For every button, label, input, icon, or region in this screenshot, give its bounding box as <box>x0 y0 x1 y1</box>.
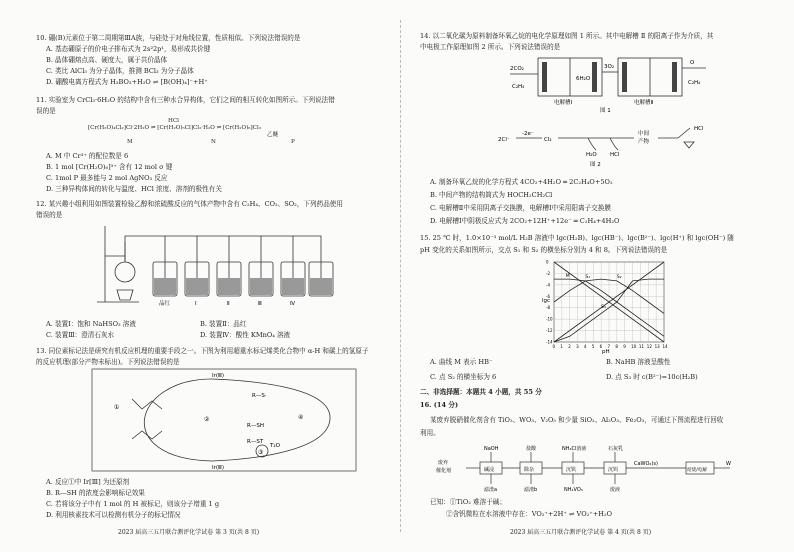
q13-option-b: B. R—SH 的浓度会影响标记效果 <box>46 489 145 497</box>
q11-stem-2: 误的是 <box>36 107 56 115</box>
q14-option-d: D. 电解槽Ⅰ中阴极反应式为 2CO₂+12H⁺+12e⁻ ═ C₂H₄+4H₂O <box>430 217 620 225</box>
q13-step-1: ① <box>114 404 120 411</box>
fig1-left-tank: 电解槽Ⅰ <box>554 100 573 106</box>
q12-option-d: D. 装置Ⅳ：酸性 KMnO₄ 溶液 <box>200 331 291 339</box>
q14-figure-1 <box>510 54 710 112</box>
q13-stem-2: 的反应机理(部分产物未标出)。下列说法错误的是 <box>36 358 180 366</box>
chart-y-tick-label: -2 <box>546 270 550 276</box>
flow-after: CaWO₄(s) <box>634 461 658 467</box>
q13-ir-top: Ir(Ⅲ) <box>212 373 224 379</box>
chart-x-tick-label: 10 <box>631 344 637 349</box>
q12-bottle-label-4: Ⅲ <box>258 301 262 307</box>
fig2-cl2: Cl₂ <box>544 137 552 143</box>
flow-reagent-4: 石灰乳 <box>608 446 624 452</box>
q16-known-2: ②含钒微粒在水溶液中存在：VO₂⁺+2H⁺ ⇌ VO₂⁺+H₂O <box>446 510 613 518</box>
chart-xlabel: pH <box>602 349 610 355</box>
chart-ylabel: lgc <box>542 298 551 304</box>
fig2-step: -2e⁻ <box>522 131 534 137</box>
q11-arrow-bottom: 乙醚 <box>267 132 279 138</box>
chart-y-tick-label: -6 <box>546 293 550 299</box>
flow-reagent-1: NaOH <box>484 446 499 452</box>
flow-box-2: 除杂 <box>524 467 535 473</box>
q15-option-c: C. 点 S₂ 的横坐标为 6 <box>430 373 497 381</box>
chart-x-tick-label: 13 <box>654 344 660 349</box>
chart-x-tick-label: 0 <box>552 344 556 349</box>
q13-step-2: ② <box>204 416 210 423</box>
q13-rs-radical: R—S· <box>252 393 267 399</box>
q16-text-2: 利用。 <box>420 429 440 437</box>
q12-option-b: B. 装置Ⅱ：品红 <box>200 320 247 328</box>
q13-option-c: C. 若将该分子中有 1 mol 的 H 被标记，则该分子增重 1 g <box>46 500 220 508</box>
fig2-caption: 图 2 <box>590 162 601 168</box>
fig2-h2o: H₂O <box>586 152 597 158</box>
q14-option-c: C. 电解槽Ⅱ中采用阴离子交换膜，电解槽Ⅰ中采用阳离子交换膜 <box>430 204 611 212</box>
q13-option-d: D. 利用核素技术可以检测有机分子的标记情况 <box>46 511 181 519</box>
q11-option-a: A. M 中 Cr³⁺ 的配位数是 6 <box>46 152 129 160</box>
chart-y-tick-label: -12 <box>546 328 553 334</box>
q15-option-b: B. NaHB 溶液呈酸性 <box>606 358 671 366</box>
fig1-mid-top: 3O₂ <box>604 64 615 70</box>
chart-y-tick-label: -10 <box>546 316 553 322</box>
flow-box-4: 沉钨 <box>608 467 619 473</box>
q15-stem-2: pH 变化的关系如图所示，交点 S₁ 和 S₂ 的横坐标分别为 4 和 8。下列说法错误的是 <box>420 246 668 254</box>
q11-stem-1: 11. 实验室为 CrCl₃·6H₂O 的结构中含有三种水合异构体，它们之间的相互转化如图所示。下列说法错 <box>36 96 335 104</box>
chart-x-tick-label: 7 <box>607 344 611 349</box>
chart-x-tick-label: 12 <box>646 344 652 349</box>
chart-x-tick-label: 4 <box>583 344 587 349</box>
q14-option-a: A. 制备环氧乙烷的化学方程式 4CO₂+4H₂O ═ 2C₂H₄O+5O₂ <box>430 178 613 186</box>
chart-annotation: S₃ <box>601 305 606 310</box>
q11-label-p: P <box>291 139 295 145</box>
flow-output-4: 废液 <box>610 487 621 493</box>
q12-bottle-label-2: Ⅰ <box>195 301 197 307</box>
flow-output-2: 滤渣b <box>524 487 538 493</box>
q12-bottle-label-3: Ⅱ <box>227 301 230 307</box>
q13-option-a: A. 反应①中 Ir[Ⅲ] 为还原剂 <box>46 478 130 486</box>
fig2-start: 2Cl⁻ <box>498 137 510 143</box>
footer-page-3: 2023 届高三五月联合测评化学试卷 第 3 页(共 8 页) <box>118 529 260 536</box>
chart-y-tick-label: -4 <box>546 282 550 288</box>
q16-text-1: 某废弃脱硝催化剂含有 TiO₂、WO₃、V₂O₅ 和少量 SiO₂、Al₂O₃、Fe₂O₃，可通过下图流程进行回收 <box>430 416 724 424</box>
flow-box-3: 沉钒 <box>566 467 577 473</box>
chart-x-tick-label: 9 <box>623 344 626 349</box>
q10-option-c: C. 类比 AlCl₃ 为分子晶体，推测 BCl₃ 为分子晶体 <box>46 67 194 75</box>
chart-annotation: S₁ <box>585 274 591 280</box>
flow-output-3: NH₄VO₃ <box>564 487 583 493</box>
fig1-caption: 图 1 <box>600 108 611 114</box>
q16-heading: 16. (14 分) <box>420 401 459 409</box>
chart-x-tick-label: 1 <box>560 344 563 349</box>
q12-bottle-label-5: Ⅳ <box>290 301 296 307</box>
q11-scheme: [Cr(H₂O)₄Cl₂]Cl·2H₂O ⇌ [Cr(H₂O)₅Cl]Cl₂·H₂O ⇌ [Cr(H₂O)₆]Cl₃ <box>88 125 261 131</box>
q10-option-b: B. 晶体硼熔点高、硬度大，属于共价晶体 <box>46 56 168 64</box>
right-page <box>400 0 794 552</box>
q12-stem-1: 12. 某兴趣小组利用如图装置检验乙醇和浓硫酸反应的气体产物中含有 C₂H₄、CO₂、SO₂，下列药品使用 <box>36 200 343 208</box>
q16-known-1: 已知：①TiO₂ 难溶于碱； <box>430 498 506 506</box>
q13-step-3: ③ <box>258 449 264 456</box>
q14-stem-2: 中电极工作原理如图 2 所示。下列说法错误的是 <box>420 43 561 51</box>
q11-label-m: M <box>127 139 133 145</box>
q15-option-d: D. 点 S₃ 时 c(B²⁻)=10c(H₂B) <box>606 373 698 381</box>
flow-final-box: 焙烧/电解 <box>687 468 707 473</box>
fig2-mid-bottom: 产物 <box>638 139 650 145</box>
chart-x-tick-label: 11 <box>638 344 645 349</box>
flow-input-bottom: 催化剂 <box>436 468 452 474</box>
q10-stem: 10. 硼(B)元素位于第二周期第ⅢA族，与硅处于对角线位置，性质相似。下列说法错误的是 <box>36 34 301 42</box>
q13-rsh: R—SH <box>247 423 264 429</box>
q13-t2o: T₂O <box>270 443 280 449</box>
fig1-mid-left: 6H₂O <box>576 76 591 82</box>
q16-flow-diagram <box>436 444 736 494</box>
flow-reagent-3: NH₄Cl溶液 <box>562 446 587 452</box>
fig1-right-bottom: C₂H₄ <box>688 80 701 86</box>
chart-x-tick-label: 3 <box>576 344 579 349</box>
q12-option-c: C. 装置Ⅲ：澄清石灰水 <box>46 331 115 339</box>
fig2-hcl-out: HCl <box>694 126 704 132</box>
fig1-right-tank: 电解槽Ⅱ <box>634 100 654 106</box>
chart-y-tick-label: -8 <box>546 305 550 311</box>
q12-option-a: A. 装置Ⅰ：饱和 NaHSO₃ 溶液 <box>46 320 136 328</box>
chart-x-tick-label: 2 <box>568 344 571 349</box>
q14-stem-1: 14. 以二氧化碳为原料制备环氧乙烷的电化学原理如图 1 所示。其中电解槽 Ⅱ 的阳离子作为介质，其 <box>420 32 714 40</box>
fig1-left-out: C₂H₄ <box>512 84 525 90</box>
q10-option-a: A. 基态硼原子的价电子排布式为 2s²2p¹，易形成共价键 <box>46 45 211 53</box>
fig2-mid-top: 中间 <box>638 131 650 137</box>
section-2-heading: 二、非选择题：本题共 4 小题，共 55 分 <box>420 388 542 396</box>
q12-apparatus-diagram <box>95 222 355 306</box>
q11-option-b: B. 1 mol [Cr(H₂O)₆]³⁺ 含有 12 mol σ 键 <box>46 163 173 171</box>
fig1-right-top: O <box>690 60 695 66</box>
q14-figure-2 <box>498 124 718 168</box>
q11-option-d: D. 三种异构体间的转化与温度、HCl 浓度、溶剂的极性有关 <box>46 185 222 193</box>
q11-option-c: C. 1mol P 最多能与 2 mol AgNO₃ 反应 <box>46 174 168 182</box>
q13-step-4: ④ <box>298 414 304 421</box>
q13-stem-1: 13. 同位素标记法是研究有机反应机理的重要手段之一。下图为利用超重水标记烯类化合物中 α-H 和碳上的氢原子 <box>36 347 369 355</box>
q13-rst: R—ST <box>247 439 264 445</box>
q14-option-b: B. 中间产物的结构简式为 HOCH₂CH₂Cl <box>430 191 553 199</box>
flow-input-top: 废弃 <box>438 460 449 466</box>
chart-x-tick-label: 6 <box>599 344 603 349</box>
fig2-hcl: HCl <box>610 152 620 158</box>
chart-y-tick-label: -14 <box>546 339 553 345</box>
q12-stem-2: 错误的是 <box>36 211 63 219</box>
q13-mechanism-diagram <box>92 369 356 471</box>
flow-product: W <box>726 461 731 467</box>
q15-option-a: A. 曲线 M 表示 HB⁻ <box>430 358 493 366</box>
q11-label-n: N <box>211 139 216 145</box>
q13-ir-bottom: Ir(Ⅲ) <box>212 465 224 471</box>
chart-x-tick-label: 8 <box>615 344 618 349</box>
q11-arrow-top: HCl <box>168 118 179 124</box>
flow-output-1: 滤渣a <box>484 487 498 493</box>
fig1-in-left: 2CO₂ <box>510 66 524 72</box>
chart-annotation: M <box>565 274 570 280</box>
chart-x-tick-label: 14 <box>662 344 668 349</box>
chart-x-tick-label: 5 <box>591 344 595 349</box>
q15-lgc-ph-chart <box>540 258 670 354</box>
q10-option-d: D. 硼酸电离方程式为 H₃BO₃+H₂O ⇌ [B(OH)₄]⁻+H⁺ <box>46 78 208 86</box>
footer-page-4: 2023 届高三五月联合测评化学试卷 第 4 页(共 8 页) <box>510 529 652 536</box>
q12-bottle-label-1: 品红 <box>159 301 171 307</box>
chart-y-tick-label: 0 <box>546 259 549 265</box>
q15-stem-1: 15. 25 ℃ 时，1.0×10⁻³ mol/L H₂B 溶液中 lgc(H₂B)、lgc(HB⁻)、lgc(B²⁻)、lgc(H⁺) 和 lgc(OH⁻) 随 <box>420 234 734 242</box>
flow-reagent-2: 盐酸 <box>526 446 537 452</box>
chart-annotation: S₂ <box>616 274 622 280</box>
flow-box-1: 碱浸 <box>484 467 495 473</box>
